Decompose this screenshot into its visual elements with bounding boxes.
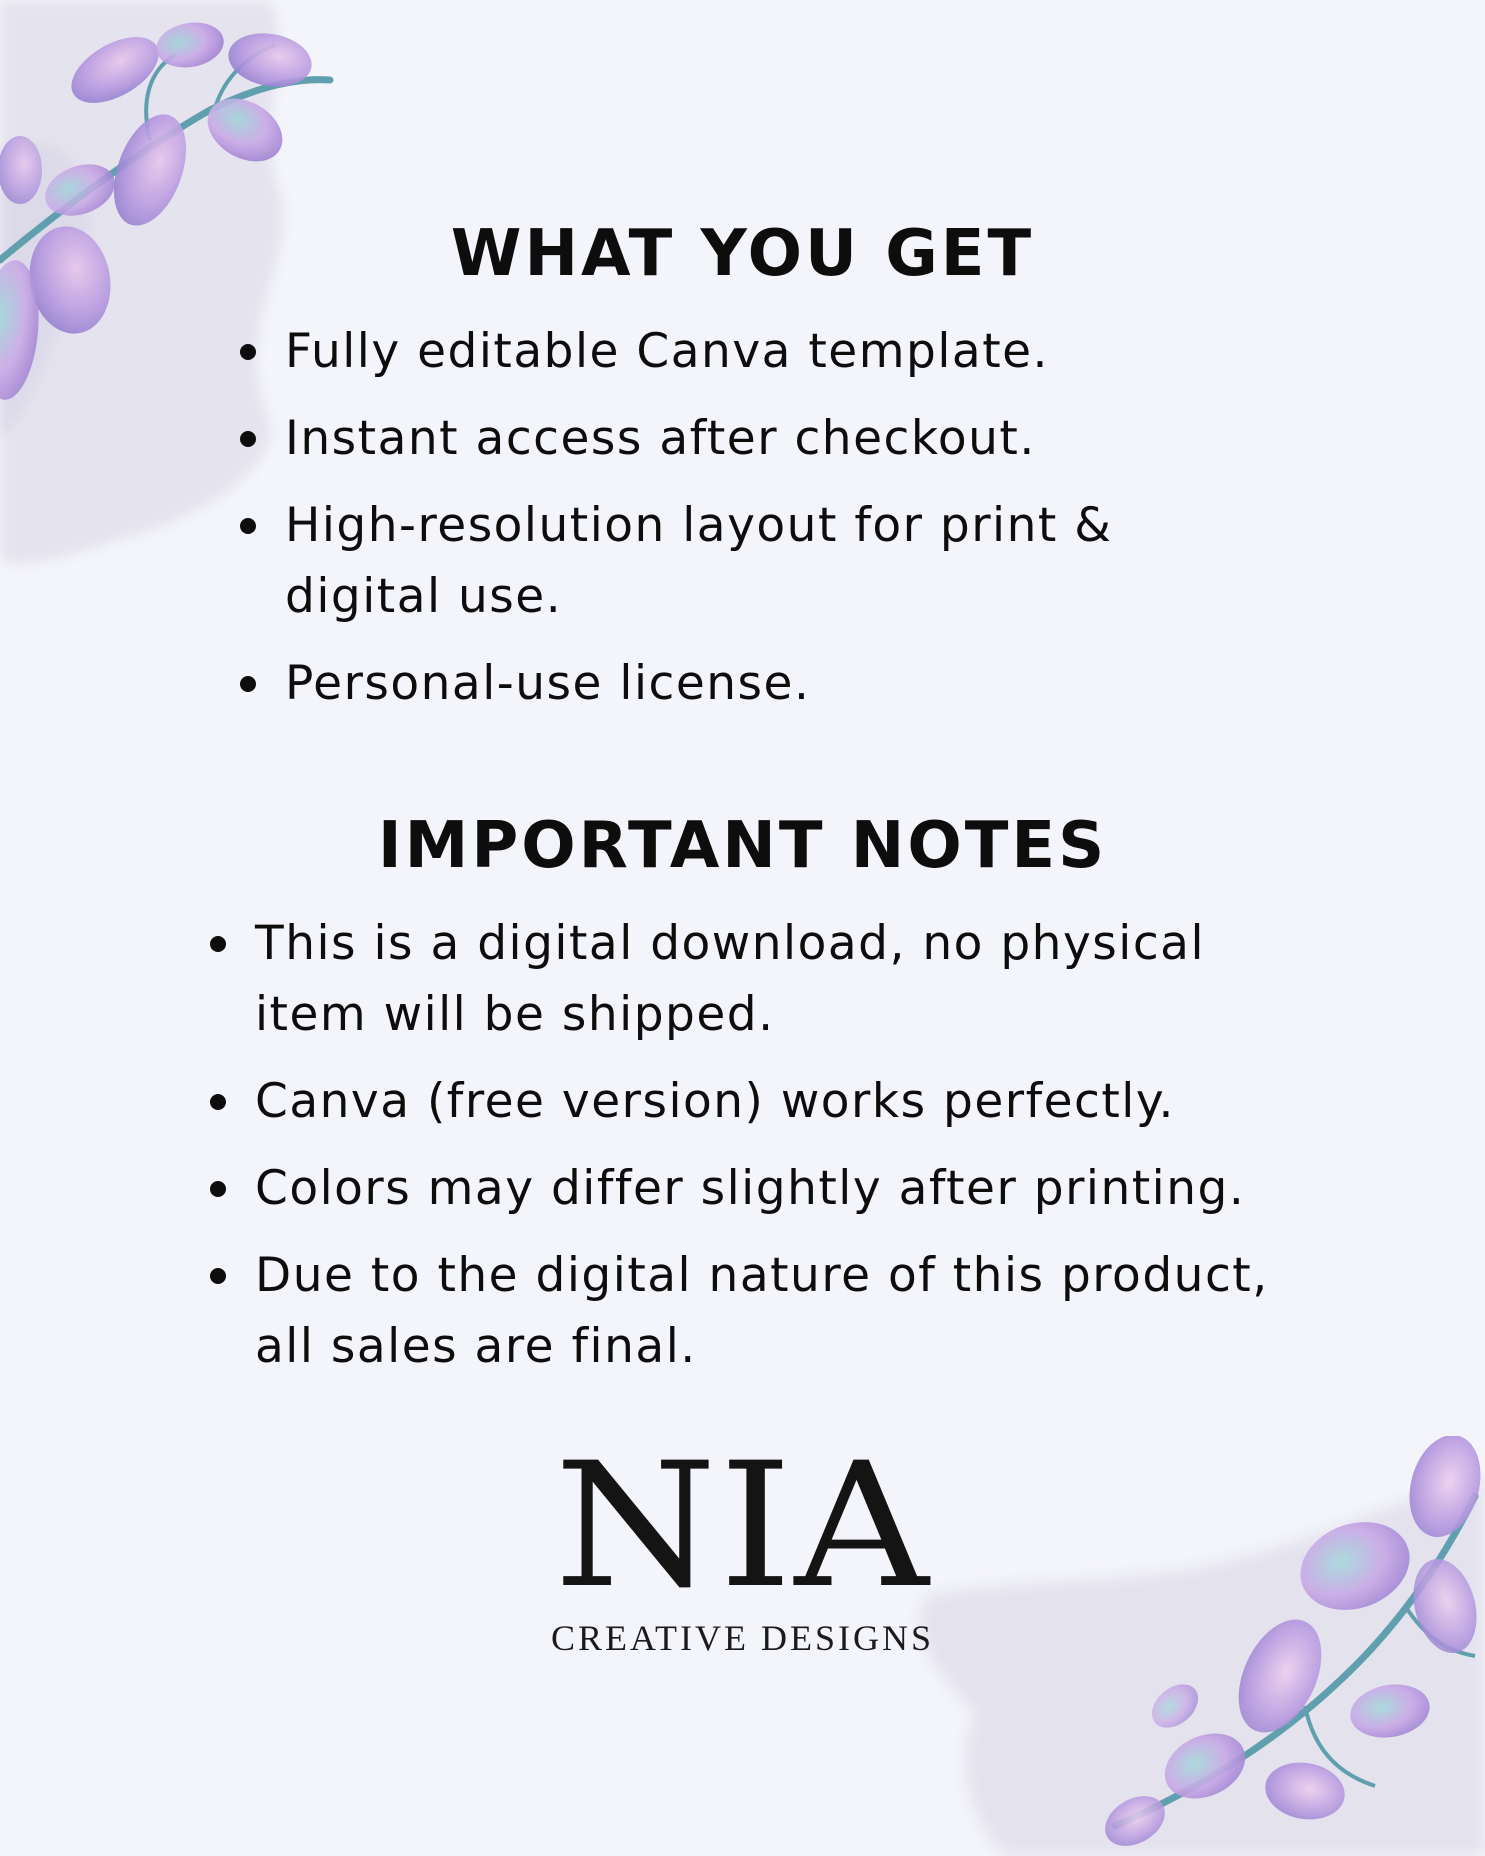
list-item (210, 1240, 1360, 1382)
list-item-text: Colors may differ slightly after printing. (255, 1161, 1246, 1216)
list-item-text: Canva (free version) works perfectly. (255, 1074, 1175, 1129)
bullet-dot (210, 1268, 226, 1284)
list-item (210, 908, 1360, 1050)
bullet-dot (240, 344, 256, 360)
bullet-dot (240, 518, 256, 534)
list-item-text-continued: all sales are final. (255, 1319, 697, 1374)
bullet-dot (240, 431, 256, 447)
list-item-text: Due to the digital nature of this product, (255, 1248, 1269, 1303)
list-item-text: Fully editable Canva template. (285, 324, 1049, 379)
list-item-text-continued: item will be shipped. (255, 987, 775, 1042)
bullet-dot (210, 936, 226, 952)
important-notes-list (210, 908, 1360, 1382)
important-notes-title: IMPORTANT NOTES (377, 809, 1108, 883)
list-item-text: Instant access after checkout. (285, 411, 1036, 466)
list-item-text: High-resolution layout for print & (285, 498, 1113, 553)
brand-logo-name: NIA (554, 1425, 931, 1626)
bullet-dot (240, 676, 256, 692)
brand-logo-tagline: CREATIVE DESIGNS (550, 1618, 934, 1658)
what-you-get-list (240, 316, 1240, 719)
bullet-dot (210, 1094, 226, 1110)
what-you-get-title: WHAT YOU GET (450, 217, 1035, 291)
bullet-dot (210, 1181, 226, 1197)
list-item-text-continued: digital use. (285, 569, 563, 624)
list-item (240, 316, 1240, 387)
list-item (240, 490, 1240, 632)
list-item (210, 1153, 1360, 1224)
list-item (240, 648, 1240, 719)
list-item (210, 1066, 1360, 1137)
list-item-text: This is a digital download, no physical (255, 916, 1206, 971)
list-item-text: Personal-use license. (285, 656, 811, 711)
list-item (240, 403, 1240, 474)
